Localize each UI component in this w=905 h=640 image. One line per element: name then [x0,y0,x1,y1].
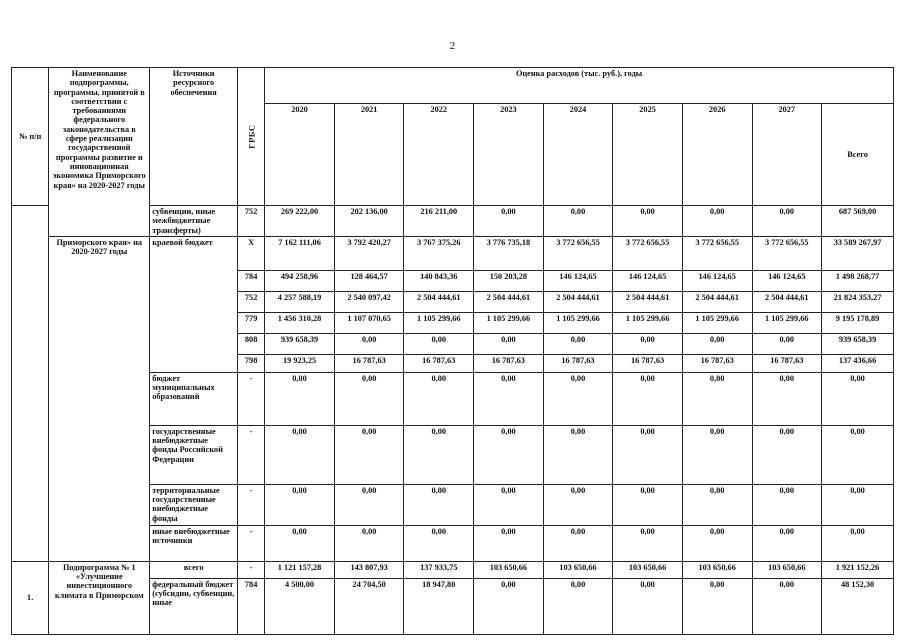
year-header: 2024 [543,104,613,206]
value-cell: 1 105 299,66 [404,312,474,333]
value-cell: 2 504 444,61 [752,291,822,312]
value-cell: 4 257 588,19 [265,291,335,312]
value-cell: 1 121 157,28 [265,561,335,578]
value-cell: 0,00 [404,372,474,425]
value-cell: 0,00 [822,372,894,425]
value-cell: 1 105 299,66 [613,312,683,333]
value-cell: 143 807,93 [334,561,404,578]
value-cell: 0,00 [682,578,752,634]
value-cell: 939 658,39 [822,333,894,354]
value-cell: 103 650,66 [682,561,752,578]
value-cell: 48 152,30 [822,578,894,634]
grbs-code: - [238,525,265,561]
value-cell: 494 258,96 [265,270,335,291]
value-cell: 0,00 [404,425,474,484]
value-cell: 3 772 656,55 [613,236,683,270]
value-cell: 33 589 267,97 [822,236,894,270]
value-cell: 0,00 [334,333,404,354]
year-header: 2023 [474,104,544,206]
value-cell: 0,00 [682,525,752,561]
value-cell: 0,00 [543,333,613,354]
value-cell: 1 105 299,66 [543,312,613,333]
value-cell: 0,00 [682,484,752,525]
value-cell: 0,00 [822,484,894,525]
value-cell: 0,00 [474,578,544,634]
value-cell: 2 504 444,61 [474,291,544,312]
value-cell: 0,00 [543,206,613,237]
value-cell: 16 787,63 [334,354,404,372]
value-cell: 0,00 [474,525,544,561]
value-cell: 2 504 444,61 [404,291,474,312]
value-cell: 0,00 [613,578,683,634]
value-cell: 0,00 [474,206,544,237]
grbs-code: 752 [238,291,265,312]
value-cell: 146 124,65 [613,270,683,291]
value-cell: 0,00 [334,425,404,484]
value-cell: 0,00 [613,372,683,425]
header-estimate: Оценка расходов (тыс. руб.), годы [265,68,894,104]
value-cell: 103 650,66 [613,561,683,578]
value-cell: 137 436,66 [822,354,894,372]
value-cell: 0,00 [334,372,404,425]
value-cell: 2 504 444,61 [543,291,613,312]
value-cell: 1 107 070,65 [334,312,404,333]
value-cell: 3 776 735,18 [474,236,544,270]
value-cell: 16 787,63 [752,354,822,372]
header-name: Наименование подпрограммы, программы, принятой в соответствии с требованиями федерального законодательства в сфере реализации государственной программы развитие и инновационная экономика Приморского края» на 2020-2027 годы [49,68,150,237]
value-cell: 687 569,00 [822,206,894,237]
value-cell: 0,00 [404,484,474,525]
value-cell: 3 772 656,55 [752,236,822,270]
value-cell: 1 921 152,26 [822,561,894,578]
header-num: № п/п [12,68,49,206]
value-cell: 0,00 [265,525,335,561]
value-cell: 140 843,36 [404,270,474,291]
value-cell: 0,00 [474,333,544,354]
value-cell: 0,00 [752,372,822,425]
total-header: Всего [822,104,894,206]
value-cell: 0,00 [543,525,613,561]
grbs-code: 784 [238,578,265,634]
value-cell: 0,00 [682,425,752,484]
year-header: 2026 [682,104,752,206]
value-cell: 146 124,65 [543,270,613,291]
value-cell: 3 772 656,55 [543,236,613,270]
value-cell: 0,00 [474,425,544,484]
value-cell: 103 650,66 [752,561,822,578]
value-cell: 0,00 [613,206,683,237]
value-cell: 9 195 178,89 [822,312,894,333]
value-cell: 0,00 [752,425,822,484]
grbs-code: 808 [238,333,265,354]
grbs-code: - [238,561,265,578]
grbs-code: - [238,484,265,525]
header-row [12,68,894,104]
source-label: иные внебюджетные источники [150,525,238,561]
subprogram-name: Подпрограмма № 1 «Улучшение инвестиционного климата в Приморском [49,561,150,634]
source-label: бюджет муниципальных образований [150,372,238,425]
value-cell: 0,00 [613,525,683,561]
value-cell: 146 124,65 [682,270,752,291]
value-cell: 7 162 111,06 [265,236,335,270]
value-cell: 0,00 [543,578,613,634]
value-cell: 137 933,75 [404,561,474,578]
value-cell: 0,00 [822,525,894,561]
source-label: всего [150,561,238,578]
value-cell: 0,00 [265,372,335,425]
value-cell: 0,00 [404,525,474,561]
subprogram-num: 1. [12,561,49,634]
value-cell: 19 923,25 [265,354,335,372]
value-cell: 0,00 [613,484,683,525]
value-cell: 0,00 [613,333,683,354]
value-cell: 0,00 [334,525,404,561]
source-label: краевой бюджет [150,236,238,372]
value-cell: 16 787,63 [613,354,683,372]
grbs-code: Х [238,236,265,270]
value-cell: 0,00 [543,372,613,425]
value-cell: 3 772 656,55 [682,236,752,270]
value-cell: 4 500,00 [265,578,335,634]
source-label: территориальные государственные внебюджетные фонды [150,484,238,525]
value-cell: 3 792 420,27 [334,236,404,270]
page-number: 2 [449,40,456,52]
value-cell: 0,00 [543,484,613,525]
grbs-code: 798 [238,354,265,372]
header-grbs: ГРБС [238,68,265,206]
value-cell: 128 464,57 [334,270,404,291]
value-cell: 0,00 [543,425,613,484]
year-header: 2027 [752,104,822,206]
value-cell: 202 136,00 [334,206,404,237]
value-cell: 0,00 [682,333,752,354]
value-cell: 0,00 [752,525,822,561]
value-cell: 24 704,50 [334,578,404,634]
value-cell: 0,00 [613,425,683,484]
value-cell: 16 787,63 [682,354,752,372]
value-cell: 216 211,00 [404,206,474,237]
value-cell: 0,00 [752,206,822,237]
value-cell: 1 105 299,66 [682,312,752,333]
value-cell: 103 650,66 [543,561,613,578]
value-cell: 269 222,00 [265,206,335,237]
value-cell: 2 540 097,42 [334,291,404,312]
program-name-tail: Приморского края» на 2020-2027 годы [49,236,150,561]
grbs-code: 752 [238,206,265,237]
value-cell: 146 124,65 [752,270,822,291]
grbs-code: - [238,372,265,425]
value-cell: 18 947,80 [404,578,474,634]
value-cell: 2 504 444,61 [613,291,683,312]
source-label: государственные внебюджетные фонды Российской Федерации [150,425,238,484]
value-cell: 1 498 268,77 [822,270,894,291]
value-cell: 103 650,66 [474,561,544,578]
value-cell: 0,00 [752,484,822,525]
value-cell: 0,00 [404,333,474,354]
value-cell: 1 456 310,28 [265,312,335,333]
value-cell: 0,00 [752,333,822,354]
value-cell: 0,00 [822,425,894,484]
header-source: Источники ресурсного обеспечения [150,68,238,206]
value-cell: 0,00 [334,484,404,525]
row-num-cell [12,206,49,562]
value-cell: 0,00 [682,372,752,425]
value-cell: 0,00 [474,372,544,425]
value-cell: 1 105 299,66 [752,312,822,333]
value-cell: 0,00 [474,484,544,525]
year-header: 2025 [613,104,683,206]
value-cell: 1 105 299,66 [474,312,544,333]
budget-table [11,67,894,635]
year-header: 2020 [265,104,335,206]
year-header: 2021 [334,104,404,206]
value-cell: 0,00 [265,425,335,484]
value-cell: 2 504 444,61 [682,291,752,312]
year-header: 2022 [404,104,474,206]
value-cell: 3 767 375,26 [404,236,474,270]
table-row [12,236,894,270]
value-cell: 16 787,63 [404,354,474,372]
value-cell: 939 658,39 [265,333,335,354]
value-cell: 0,00 [265,484,335,525]
table-row [12,561,894,578]
grbs-code: - [238,425,265,484]
value-cell: 21 824 353,27 [822,291,894,312]
value-cell: 16 787,63 [474,354,544,372]
source-label: федеральный бюджет (субсидии, субвенции, иные [150,578,238,634]
source-label: субвенции, иные межбюджетные трансферты) [150,206,238,237]
grbs-code: 779 [238,312,265,333]
value-cell: 16 787,63 [543,354,613,372]
grbs-code: 784 [238,270,265,291]
value-cell: 150 203,28 [474,270,544,291]
value-cell: 0,00 [682,206,752,237]
value-cell: 0,00 [752,578,822,634]
